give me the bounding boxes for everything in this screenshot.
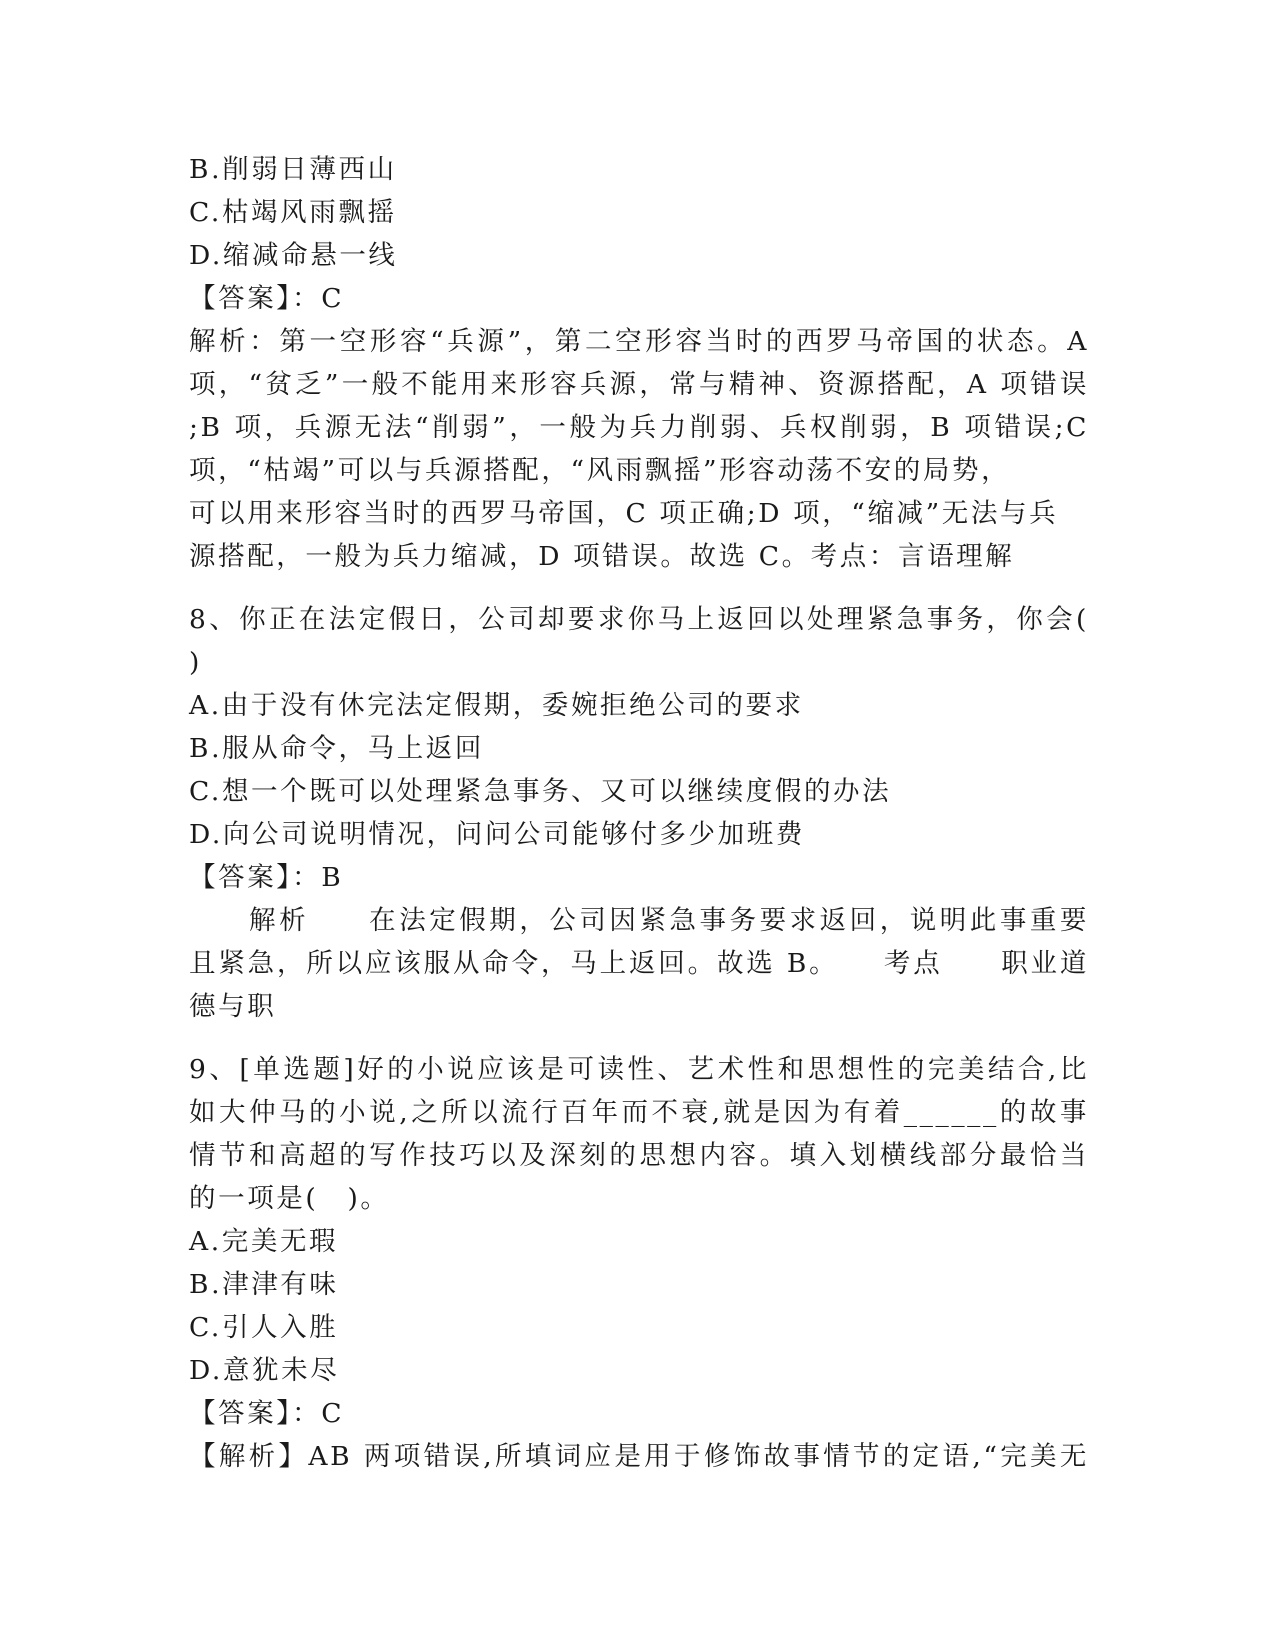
q8-analysis-line: 且紧急，所以应该服从命令，马上返回。故选 B。 考点 职业道 bbox=[189, 948, 1089, 979]
q9-option-d: D.意犹未尽 bbox=[189, 1355, 340, 1386]
q9-question-line: 的一项是( )。 bbox=[189, 1183, 390, 1214]
spacer bbox=[189, 1028, 1089, 1048]
q8-answer: 【答案】：B bbox=[189, 862, 344, 893]
question-8 bbox=[189, 598, 1089, 1028]
question-9 bbox=[189, 1048, 1089, 1478]
q8-analysis-line: 德与职 bbox=[189, 991, 277, 1022]
question-7-tail bbox=[189, 148, 1089, 578]
q9-option-b: B.津津有味 bbox=[189, 1269, 339, 1300]
q8-option-b: B.服从命令，马上返回 bbox=[189, 733, 484, 764]
q7-analysis-line: 可以用来形容当时的西罗马帝国，C 项正确;D 项，“缩减”无法与兵 bbox=[189, 498, 1059, 529]
q7-answer: 【答案】：C bbox=[189, 283, 345, 314]
q9-question-line: 9、[单选题]好的小说应该是可读性、艺术性和思想性的完美结合,比 bbox=[189, 1054, 1089, 1085]
q8-option-c: C.想一个既可以处理紧急事务、又可以继续度假的办法 bbox=[189, 776, 892, 807]
q9-question-line: 如大仲马的小说,之所以流行百年而不衰,就是因为有着______的故事 bbox=[189, 1097, 1089, 1128]
q8-analysis-line: 解析 在法定假期，公司因紧急事务要求返回，说明此事重要 bbox=[189, 905, 1089, 936]
q9-analysis-line: 【解析】AB 两项错误,所填词应是用于修饰故事情节的定语,“完美无 bbox=[189, 1441, 1089, 1472]
q7-analysis-line: 项，“枯竭”可以与兵源搭配，“风雨飘摇”形容动荡不安的局势， bbox=[189, 455, 1011, 486]
q7-analysis-line: 项，“贫乏”一般不能用来形容兵源，常与精神、资源搭配，A 项错误 bbox=[189, 369, 1089, 400]
q7-analysis-line: 源搭配，一般为兵力缩减，D 项错误。故选 C。考点：言语理解 bbox=[189, 541, 1015, 572]
q9-question-line: 情节和高超的写作技巧以及深刻的思想内容。填入划横线部分最恰当 bbox=[189, 1140, 1089, 1171]
spacer bbox=[189, 578, 1089, 598]
document-body bbox=[189, 148, 1089, 1478]
q7-analysis-line: ;B 项，兵源无法“削弱”，一般为兵力削弱、兵权削弱，B 项错误;C bbox=[189, 412, 1089, 443]
q8-option-a: A.由于没有休完法定假期，委婉拒绝公司的要求 bbox=[189, 690, 804, 721]
q9-option-c: C.引人入胜 bbox=[189, 1312, 339, 1343]
q7-option-c: C.枯竭风雨飘摇 bbox=[189, 197, 397, 228]
q8-question-line: ) bbox=[189, 647, 202, 678]
q8-option-d: D.向公司说明情况，问问公司能够付多少加班费 bbox=[189, 819, 805, 850]
q9-answer: 【答案】：C bbox=[189, 1398, 345, 1429]
q8-question-line: 8、你正在法定假日，公司却要求你马上返回以处理紧急事务，你会( bbox=[189, 604, 1089, 635]
q9-option-a: A.完美无瑕 bbox=[189, 1226, 339, 1257]
q7-option-d: D.缩减命悬一线 bbox=[189, 240, 398, 271]
q7-analysis-line: 解析：第一空形容“兵源”，第二空形容当时的西罗马帝国的状态。A bbox=[189, 326, 1089, 357]
q7-option-b: B.削弱日薄西山 bbox=[189, 154, 397, 185]
